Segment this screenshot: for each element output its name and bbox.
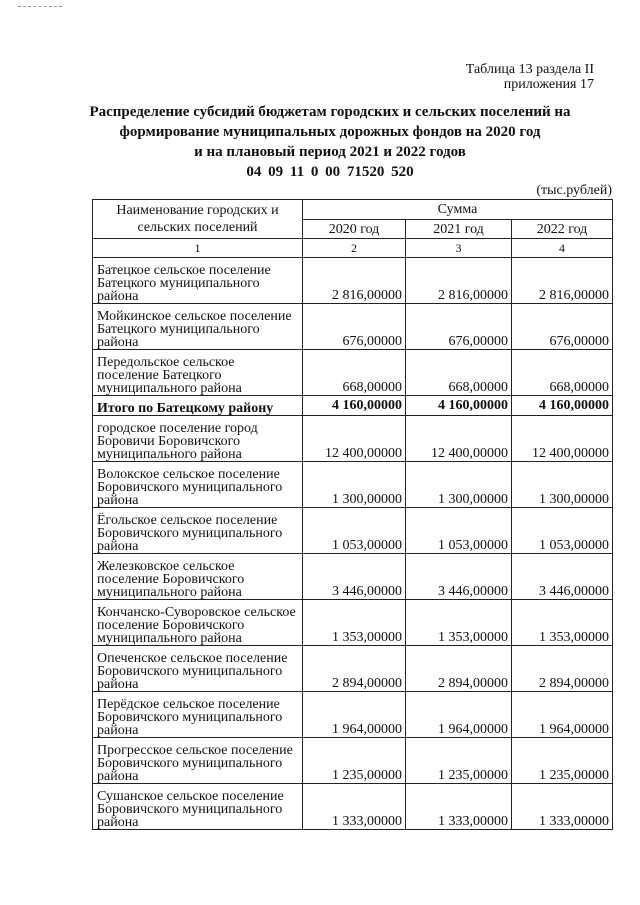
table-row (93, 416, 613, 462)
amount-2021: 1 300,00000 (406, 462, 512, 508)
amount-2020: 1 353,00000 (303, 600, 406, 646)
unit-label: (тыс.рублей) (536, 183, 612, 198)
column-header-2021: 2021 год (406, 220, 512, 239)
table-row (93, 258, 613, 304)
table-row (93, 784, 613, 830)
table-row (93, 600, 613, 646)
settlement-name: Перёдское сельское поселение Боровичского муниципального района (93, 692, 303, 738)
column-header-name-line-2: сельских поселений (137, 220, 258, 235)
amount-2020: 1 300,00000 (303, 462, 406, 508)
amount-2020: 12 400,00000 (303, 416, 406, 462)
column-header-sum: Сумма (303, 200, 613, 220)
amount-2021: 1 053,00000 (406, 508, 512, 554)
amount-2020: 1 053,00000 (303, 508, 406, 554)
amount-2022: 1 353,00000 (512, 600, 613, 646)
amount-2022: 12 400,00000 (512, 416, 613, 462)
budget-classification-code: 04 09 11 0 00 71520 520 (246, 164, 414, 180)
table-row (93, 508, 613, 554)
settlement-name: Железковское сельское поселение Боровичского муниципального района (93, 554, 303, 600)
amount-2020: 2 816,00000 (303, 258, 406, 304)
amount-2022: 3 446,00000 (512, 554, 613, 600)
subsidy-table (92, 199, 613, 830)
amount-2021: 3 446,00000 (406, 554, 512, 600)
table-row (93, 692, 613, 738)
settlement-name: Кончанско-Суворовское сельское поселение Боровичского муниципального района (93, 600, 303, 646)
amount-2020: 1 333,00000 (303, 784, 406, 830)
amount-2020: 2 894,00000 (303, 646, 406, 692)
amount-2020: 668,00000 (303, 350, 406, 396)
table-row (93, 646, 613, 692)
amount-2021: 1 333,00000 (406, 784, 512, 830)
amount-2022: 676,00000 (512, 304, 613, 350)
column-number: 1 (93, 239, 303, 258)
amount-2020: 1 964,00000 (303, 692, 406, 738)
amount-2022: 1 333,00000 (512, 784, 613, 830)
amount-2020: 1 235,00000 (303, 738, 406, 784)
amount-2022: 2 816,00000 (512, 258, 613, 304)
amount-2020: 3 446,00000 (303, 554, 406, 600)
column-header-2020: 2020 год (303, 220, 406, 239)
settlement-name: Батецкое сельское поселение Батецкого муниципального района (93, 258, 303, 304)
settlement-name: Опеченское сельское поселение Боровичского муниципального района (93, 646, 303, 692)
amount-2022: 2 894,00000 (512, 646, 613, 692)
title-line-2: формирование муниципальных дорожных фондов на 2020 год (119, 124, 541, 140)
amount-2021: 676,00000 (406, 304, 512, 350)
amount-2022: 1 235,00000 (512, 738, 613, 784)
amount-2022: 1 964,00000 (512, 692, 613, 738)
table-row (93, 738, 613, 784)
amount-2020: 676,00000 (303, 304, 406, 350)
amount-2021: 2 816,00000 (406, 258, 512, 304)
table-row-total (93, 396, 613, 416)
total-2020: 4 160,00000 (303, 396, 406, 416)
amount-2021: 2 894,00000 (406, 646, 512, 692)
amount-2021: 1 353,00000 (406, 600, 512, 646)
settlement-name: Прогресское сельское поселение Боровичского муниципального района (93, 738, 303, 784)
amount-2021: 668,00000 (406, 350, 512, 396)
column-number: 3 (406, 239, 512, 258)
column-number: 4 (512, 239, 613, 258)
settlement-name: Сушанское сельское поселение Боровичского муниципального района (93, 784, 303, 830)
table-reference (466, 62, 594, 92)
title-line-1: Распределение субсидий бюджетам городских и сельских поселений на (89, 104, 571, 120)
reference-line-1: Таблица 13 раздела II (465, 62, 594, 77)
settlement-name: Волокское сельское поселение Боровичского муниципального района (93, 462, 303, 508)
column-header-name (93, 200, 303, 239)
column-header-name-line-1: Наименование городских и (116, 203, 279, 218)
amount-2021: 1 235,00000 (406, 738, 512, 784)
title-line-3: и на плановый период 2021 и 2022 годов (194, 144, 466, 160)
page-edge-mark (18, 6, 62, 8)
total-label: Итого по Батецкому району (93, 396, 303, 416)
table-row (93, 304, 613, 350)
settlement-name: городское поселение город Боровичи Боровичского муниципального района (93, 416, 303, 462)
total-2022: 4 160,00000 (512, 396, 613, 416)
amount-2021: 1 964,00000 (406, 692, 512, 738)
settlement-name: Мойкинское сельское поселение Батецкого муниципального района (93, 304, 303, 350)
amount-2022: 1 053,00000 (512, 508, 613, 554)
amount-2022: 1 300,00000 (512, 462, 613, 508)
settlement-name: Ёгольское сельское поселение Боровичского муниципального района (93, 508, 303, 554)
reference-line-2: приложения 17 (503, 77, 594, 92)
settlement-name: Передольское сельское поселение Батецкого муниципального района (93, 350, 303, 396)
column-number: 2 (303, 239, 406, 258)
table-row (93, 554, 613, 600)
amount-2021: 12 400,00000 (406, 416, 512, 462)
column-header-2022: 2022 год (512, 220, 613, 239)
total-2021: 4 160,00000 (406, 396, 512, 416)
table-row (93, 462, 613, 508)
table-row (93, 350, 613, 396)
amount-2022: 668,00000 (512, 350, 613, 396)
document-title (70, 102, 590, 162)
